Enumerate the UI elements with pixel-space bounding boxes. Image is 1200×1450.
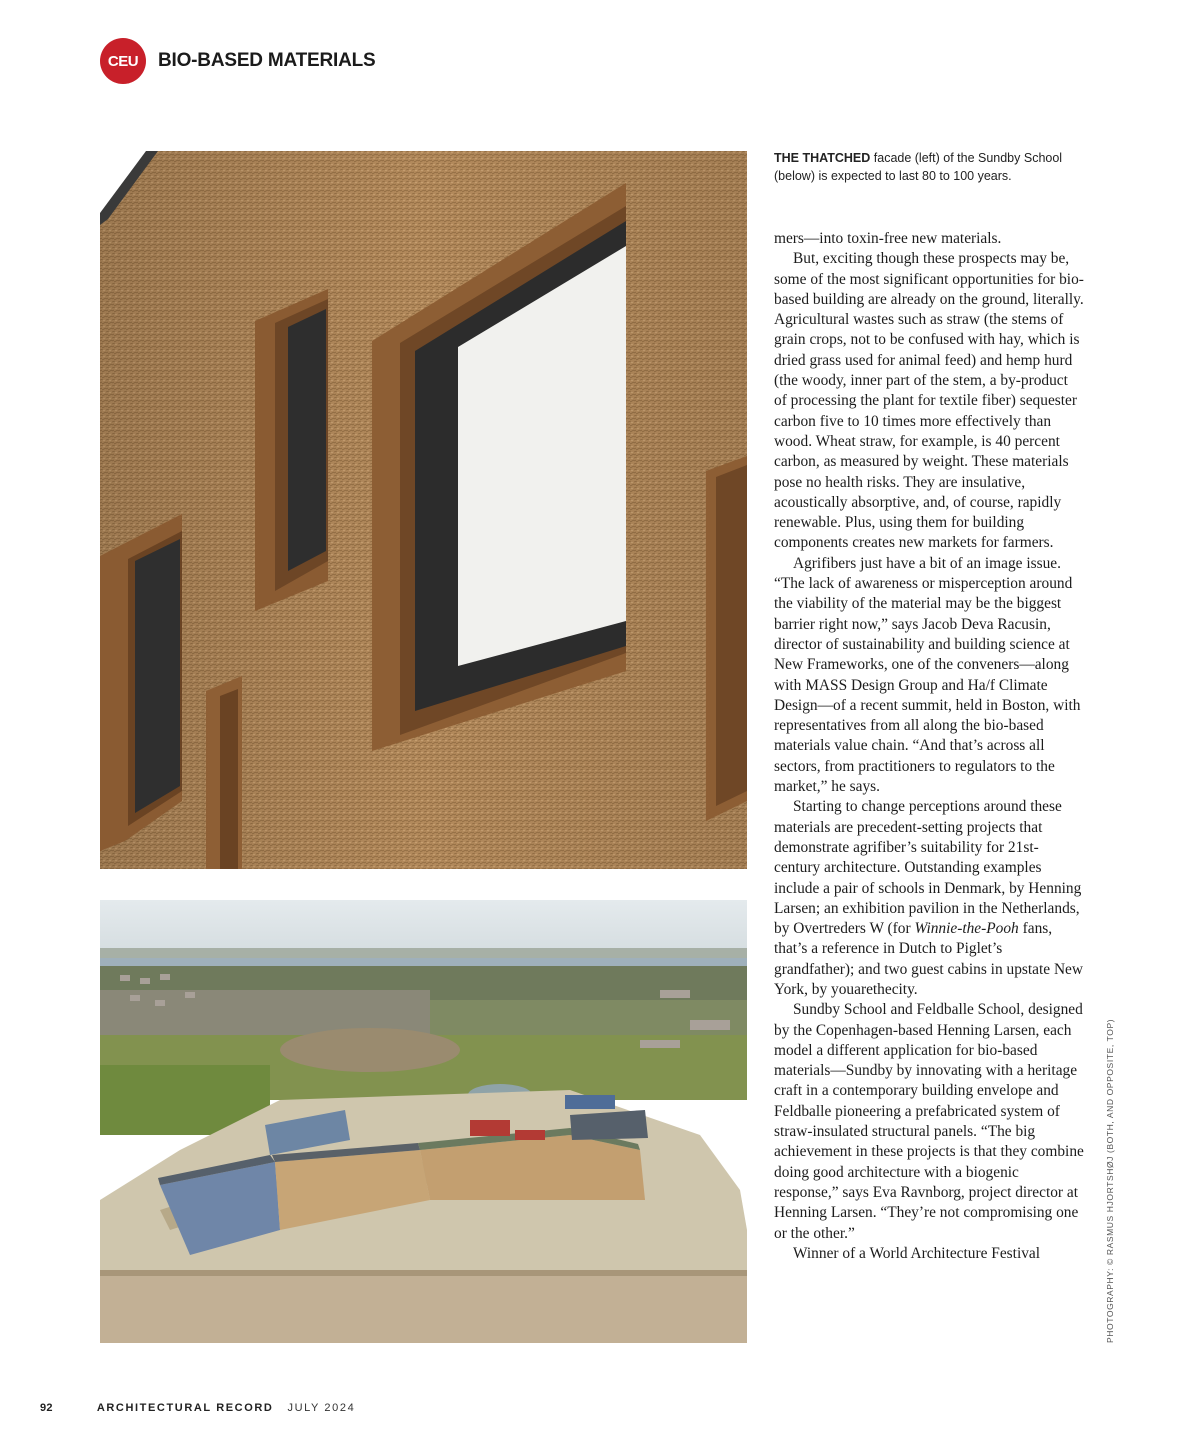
body-paragraph: Agrifibers just have a bit of an image issue. “The lack of awareness or misperception around the viability of the material may be the biggest barrier right now,” says Jacob Deva Racusin, director of sustainability and building science at New Frameworks, one of the conveners—along with MASS Design Group and Ha/f Climate Design—of a recent summit, held in Boston, with representatives from all along the bio-based materials value chain. “And that’s across all sectors, from practitioners to regulators to the market,” he says. <box>774 554 1081 796</box>
section-title: BIO-BASED MATERIALS <box>158 50 376 71</box>
magazine-name: ARCHITECTURAL RECORD <box>96 1402 274 1414</box>
section-header <box>100 38 376 84</box>
page-footer <box>40 1402 355 1414</box>
sundby-school-aerial-photo <box>100 900 747 1343</box>
thatched-facade-photo <box>100 151 747 869</box>
body-paragraph: Sundby School and Feldballe School, designed by the Copenhagen-based Henning Larsen, each model a different application for bio-based materials—Sundby by innovating with a heritage craft in a contemporary building envelope and Feldballe pioneering a prefabricated system of straw-insulated structural panels. “The big achievement in these projects is that they combine doing good architecture with a biogenic response,” says Eva Ravnborg, project director at Henning Larsen. “They’re not compromising one or the other.” <box>774 1001 1084 1242</box>
page-number: 92 <box>40 1402 53 1414</box>
article-body <box>774 229 1084 1264</box>
book-title: Winnie-the-Pooh <box>914 920 1019 938</box>
body-text-run: fans, that’s a reference in Dutch to Piglet’s grandfather); and two guest cabins in upstate New York, by youarethecity. <box>774 920 1084 998</box>
body-paragraph: mers—into toxin-free new materials. <box>774 230 1002 247</box>
body-paragraph: But, exciting though these prospects may be, some of the most significant opportunities for bio-based building are already on the ground, literally. Agricultural wastes such as straw (the stems of grain crops, not to be confused with hay, which is dried grass used for animal feed) and hemp hurd (the woody, inner part of the stem, a by-product of processing the plant for textile fiber) sequester carbon five to 10 times more effectively than wood. Wheat straw, for example, is 40 percent carbon, as measured by weight. These materials pose no health risks. They are insulative, acoustically absorptive, and, of course, rapidly renewable. Plus, using them for building components creates new markets for farmers. <box>774 250 1084 552</box>
issue-date: JULY 2024 <box>287 1402 356 1414</box>
body-paragraph <box>774 797 1084 1000</box>
caption-lead: THE THATCHED <box>774 151 871 165</box>
caption-text: facade (left) of the Sundby School (below) is expected to last 80 to 100 years. <box>774 151 1063 183</box>
body-text-run: Starting to change perceptions around these materials are precedent-setting projects that demonstrate agrifiber’s suitability for 21st-century architecture. Outstanding examples include a pair of schools in Denmark, by Henning Larsen; an exhibition pavilion in the Netherlands, by Overtreders W (for <box>774 798 1082 938</box>
ceu-badge: CEU <box>100 38 146 84</box>
photo-caption <box>774 149 1074 185</box>
photo-credit: PHOTOGRAPHY: © RASMUS HJORTSHØJ (BOTH, AND OPPOSITE, TOP) <box>1105 1018 1115 1343</box>
body-paragraph: Winner of a World Architecture Festival <box>793 1244 1041 1262</box>
